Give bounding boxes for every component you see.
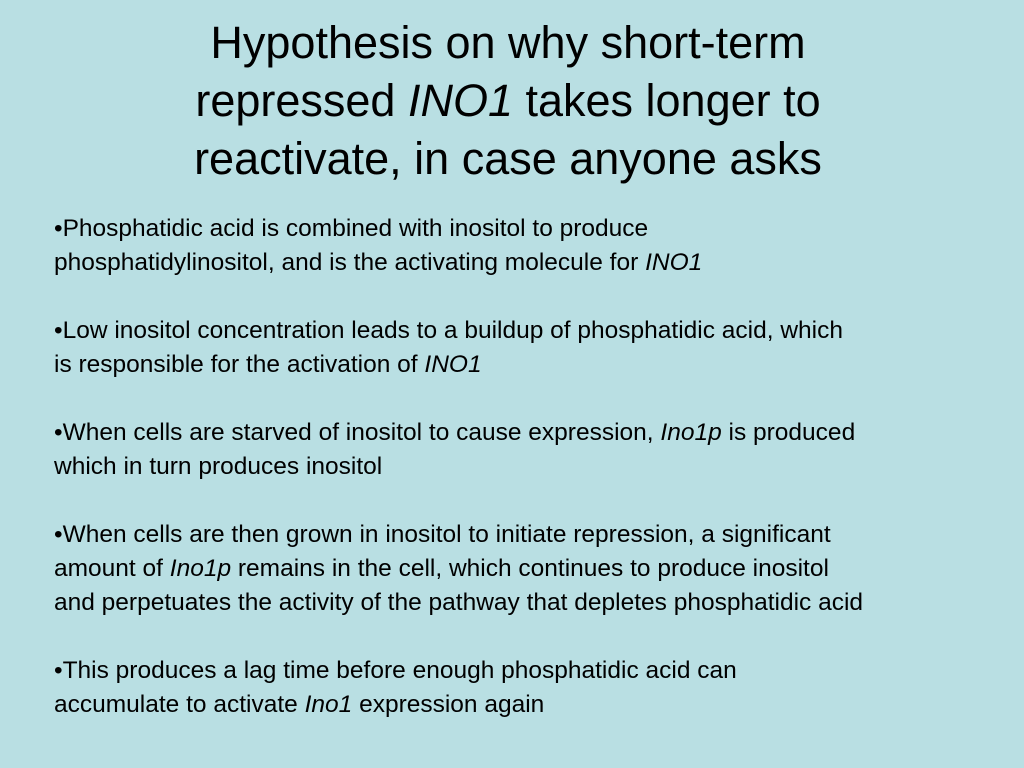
bullet-text: phosphatidylinositol, and is the activating molecule for (54, 249, 646, 276)
bullet-item (54, 212, 1004, 280)
gene-name-italic: INO1 (424, 351, 482, 378)
bullet-text: remains in the cell, which continues to produce inositol (231, 555, 829, 582)
slide-title (100, 14, 916, 188)
bullet-text: •When cells are starved of inositol to cause expression, (54, 419, 661, 446)
bullet-text-line (54, 416, 1004, 450)
title-text: repressed (195, 75, 408, 126)
bullet-item (54, 518, 1004, 620)
title-line-2 (100, 72, 916, 130)
bullet-text-line (54, 552, 1004, 586)
bullet-text: is responsible for the activation of (54, 351, 425, 378)
bullet-item (54, 654, 1004, 722)
bullet-text-line (54, 348, 1004, 382)
bullet-text: amount of (54, 555, 170, 582)
bullet-text: •Low inositol concentration leads to a buildup of phosphatidic acid, which (54, 317, 843, 344)
title-line-1: Hypothesis on why short-term (210, 17, 806, 68)
protein-name-italic: Ino1p (169, 555, 232, 582)
bullet-text: expression again (352, 691, 545, 718)
gene-name-italic: INO1 (645, 249, 703, 276)
bullet-text: which in turn produces inositol (54, 453, 383, 480)
title-line-3: reactivate, in case anyone asks (194, 133, 822, 184)
bullet-text: and perpetuates the activity of the pathway that depletes phosphatidic acid (54, 589, 864, 616)
bullet-list (54, 212, 1004, 756)
bullet-item (54, 416, 1004, 484)
bullet-text: •When cells are then grown in inositol to initiate repression, a significant (54, 521, 831, 548)
bullet-text: accumulate to activate (54, 691, 305, 718)
protein-name-italic: Ino1p (660, 419, 722, 446)
gene-name-italic: Ino1 (304, 691, 353, 718)
bullet-text-line (54, 246, 1004, 280)
bullet-text: is produced (721, 419, 856, 446)
title-text: takes longer to (512, 75, 821, 126)
gene-name-italic: INO1 (407, 75, 513, 126)
bullet-item (54, 314, 1004, 382)
bullet-text-line (54, 688, 1004, 722)
bullet-text: •This produces a lag time before enough phosphatidic acid can (54, 657, 737, 684)
bullet-text: •Phosphatidic acid is combined with inositol to produce (54, 215, 649, 242)
